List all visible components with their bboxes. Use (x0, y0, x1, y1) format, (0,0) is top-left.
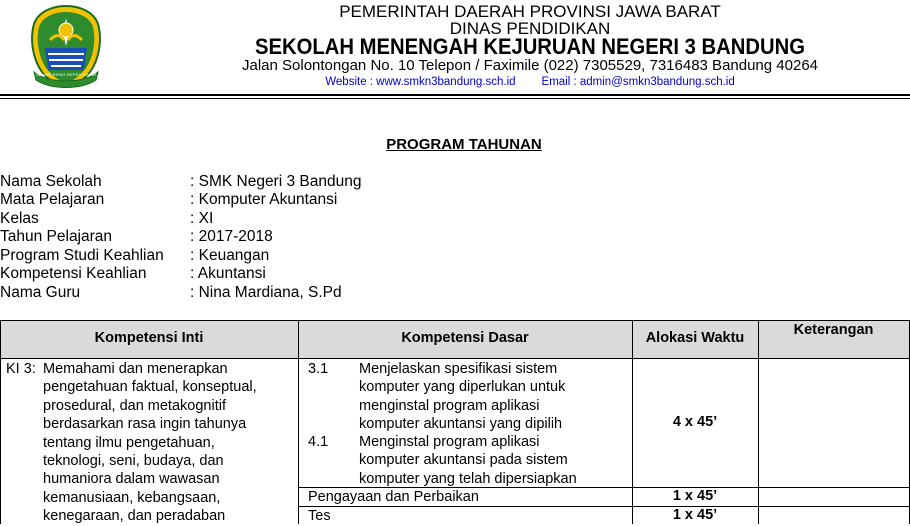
letterhead-government: PEMERINTAH DAERAH PROVINSI JAWA BARAT (339, 2, 721, 21)
kd-text (359, 433, 577, 488)
info-label: Tahun Pelajaran (0, 228, 113, 245)
row-allocation-pengayaan: 1 x 45’ (672, 488, 718, 504)
info-label: Kelas (0, 210, 39, 227)
ki-line: Memahami dan menerapkan (43, 361, 228, 377)
row-label-tes: Tes (308, 508, 331, 524)
ki-line: kenegaraan, dan peradaban (43, 508, 226, 525)
row-allocation-tes: 1 x 45’ (672, 507, 718, 523)
kd-line: menginstal program aplikasi (359, 397, 540, 414)
ki-line: humaniora dalam wawasan (43, 471, 220, 488)
ki-text (43, 360, 257, 526)
table-border (0, 358, 910, 359)
ki-line: teknologi, seni, budaya, dan (43, 453, 224, 470)
email-link[interactable]: Email : admin@smkn3bandung.sch.id (541, 76, 735, 88)
ki-line: prosedural, dan metakognitif (43, 397, 226, 414)
ki-number: KI 3: (6, 361, 36, 377)
logo-motto: GEMAH RIPAH REPEH RAPIH (35, 72, 97, 77)
info-label: Program Studi Keahlian (0, 247, 164, 264)
program-table (0, 320, 910, 524)
info-value: : SMK Negeri 3 Bandung (190, 173, 362, 190)
kd-line: komputer akuntansi yang dipilih (359, 416, 563, 433)
info-label: Nama Guru (0, 284, 81, 301)
ki-line: pengetahuan faktual, konseptual, (43, 379, 257, 396)
kd-allocation: 4 x 45’ (672, 414, 718, 430)
table-border (298, 320, 299, 524)
letterhead-school-name: SEKOLAH MENENGAH KEJURUAN NEGERI 3 BANDUNG (255, 34, 805, 59)
table-border (0, 320, 910, 321)
info-label: Mata Pelajaran (0, 191, 105, 208)
website-link[interactable]: Website : www.smkn3bandung.sch.id (325, 76, 516, 88)
letterhead-department: DINAS PENDIDIKAN (449, 19, 611, 38)
letterhead-address: Jalan Solontongan No. 10 Telepon / Faximile (022) 7305529, 7316483 Bandung 40264 (242, 57, 818, 74)
letterhead-contact (150, 77, 910, 89)
kd-number: 4.1 (308, 434, 329, 450)
letterhead-divider-thin (0, 98, 910, 99)
kd-line: Menginstal program aplikasi (359, 434, 540, 450)
ki-line: berdasarkan rasa ingin tahunya (43, 416, 247, 433)
header-keterangan: Keterangan (793, 322, 874, 338)
row-label-pengayaan: Pengayaan dan Perbaikan (308, 489, 479, 505)
info-value: : Nina Mardiana, S.Pd (190, 284, 342, 301)
kd-line: komputer akuntansi pada sistem (359, 452, 568, 469)
kd-number: 3.1 (308, 361, 329, 377)
ki-line: tentang ilmu pengetahuan, (43, 434, 215, 451)
info-value: : XI (190, 210, 214, 227)
letterhead-divider (0, 94, 910, 96)
kd-line: Menjelaskan spesifikasi sistem (359, 361, 558, 377)
info-label: Kompetensi Keahlian (0, 265, 147, 282)
info-value: : Akuntansi (190, 265, 266, 282)
ki-line: kemanusiaan, kebangsaan, (43, 489, 221, 506)
info-value: : Keuangan (190, 247, 270, 264)
kd-text (359, 360, 565, 434)
table-border (758, 320, 759, 524)
header-alokasi-waktu: Alokasi Waktu (645, 330, 745, 346)
kd-line: komputer yang diperlukan untuk (359, 379, 566, 396)
kd-line: komputer yang telah dipersiapkan (359, 470, 577, 487)
info-value: : 2017-2018 (190, 228, 273, 245)
header-kompetensi-dasar: Kompetensi Dasar (401, 330, 529, 346)
info-label: Nama Sekolah (0, 173, 102, 190)
info-value: : Komputer Akuntansi (190, 191, 338, 208)
header-kompetensi-inti: Kompetensi Inti (94, 330, 204, 346)
document-title: PROGRAM TAHUNAN (386, 136, 542, 153)
table-border (0, 320, 1, 524)
